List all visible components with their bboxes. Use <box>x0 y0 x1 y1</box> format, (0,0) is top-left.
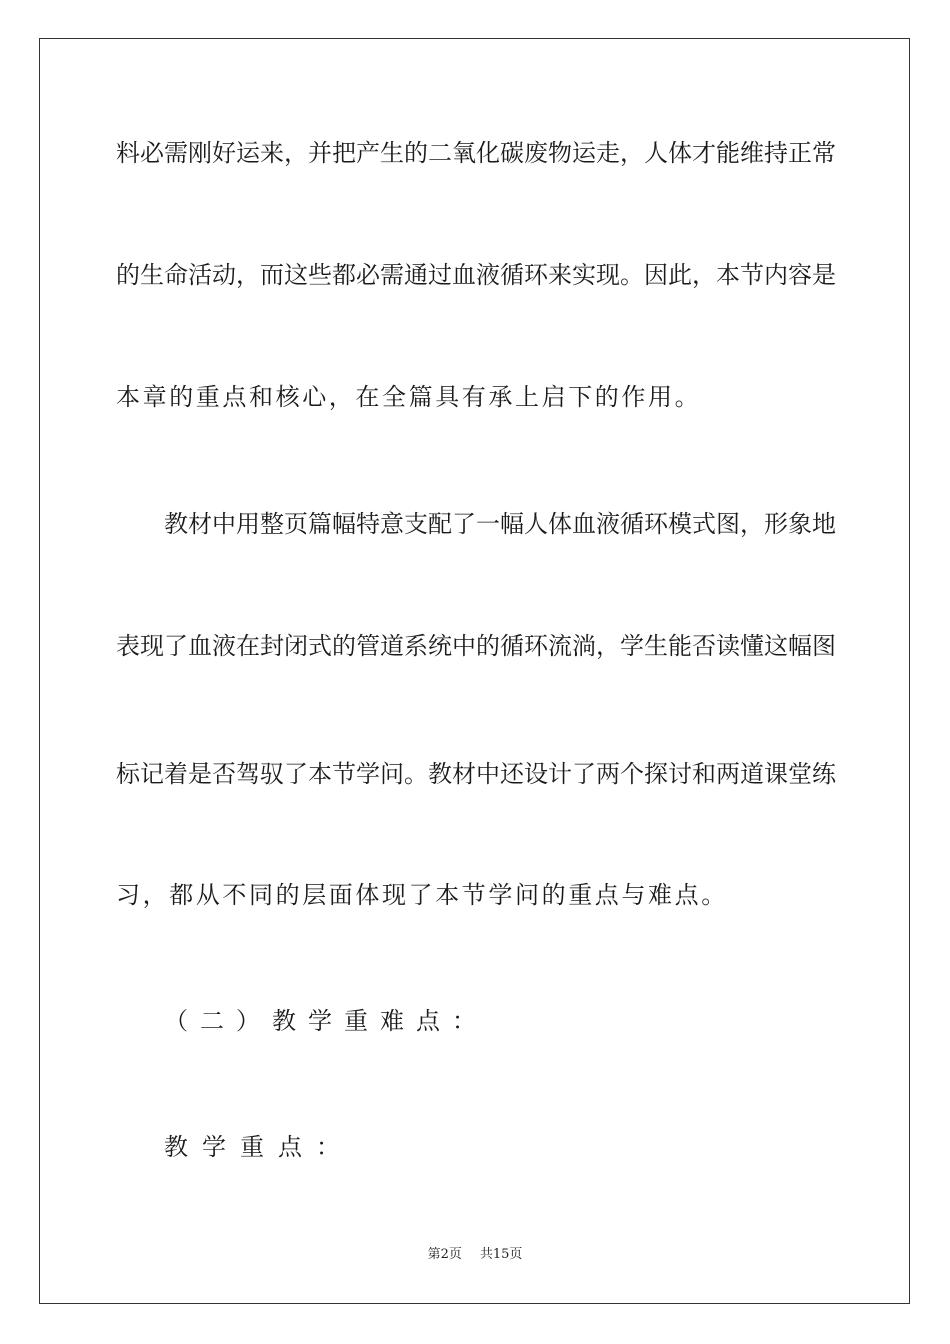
subheading-key-points: 教学重点： <box>164 1133 354 1161</box>
paragraph-line-4: 教材中用整页篇幅特意支配了一幅人体血液循环模式图，形象地 <box>164 510 836 538</box>
paragraph-line-5: 表现了血液在封闭式的管道系统中的循环流淌，学生能否读懂这幅图 <box>116 632 836 660</box>
paragraph-line-3: 本章的重点和核心，在全篇具有承上启下的作用。 <box>116 383 702 411</box>
paragraph-line-2: 的生命活动，而这些都必需通过血液循环来实现。因此，本节内容是 <box>116 261 836 289</box>
page-number: 第2页 <box>427 1247 462 1262</box>
page-border <box>39 38 910 1304</box>
paragraph-line-1: 料必需刚好运来，并把产生的二氧化碳废物运走，人体才能维持正常 <box>116 139 836 167</box>
page-total: 共15页 <box>479 1247 523 1262</box>
paragraph-line-7: 习，都从不同的层面体现了本节学问的重点与难点。 <box>116 881 728 909</box>
section-heading: （二）教学重难点： <box>164 1007 488 1035</box>
page-footer <box>0 1246 950 1264</box>
paragraph-line-6: 标记着是否驾驭了本节学问。教材中还设计了两个探讨和两道课堂练 <box>116 760 836 788</box>
